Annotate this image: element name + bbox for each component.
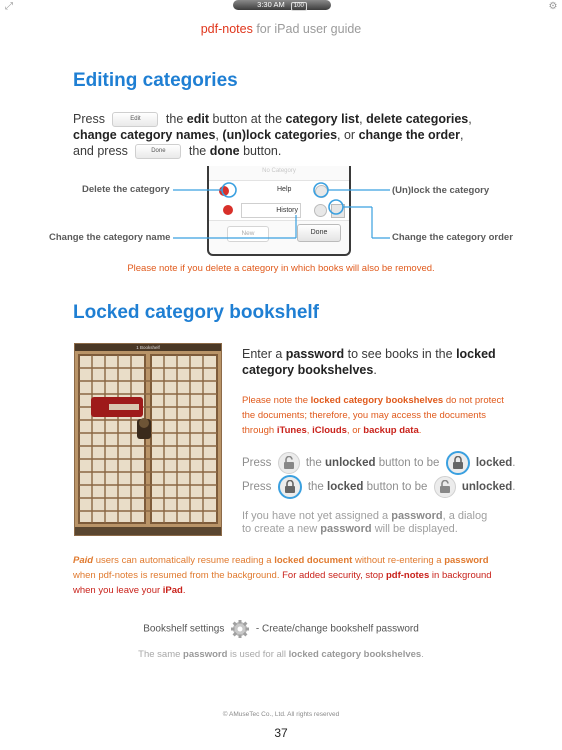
bold-text: password: [183, 649, 228, 660]
text: Press: [242, 481, 272, 494]
text: .: [512, 457, 516, 470]
callout-change-name: Change the category name: [49, 232, 171, 243]
locked-intro: [242, 346, 522, 378]
bookshelf-settings-line: [0, 619, 562, 639]
copyright: © AMuseTec Co., Ltd. All rights reserved: [222, 711, 340, 718]
bold-text: unlocked: [325, 457, 376, 470]
text: .: [418, 425, 422, 436]
text: the: [165, 112, 184, 126]
password-dialog-note: [242, 510, 542, 536]
text: ,: [460, 128, 464, 143]
text: the: [305, 457, 322, 470]
bold-text: locked category bookshelves: [288, 649, 422, 660]
text: .: [421, 649, 424, 660]
paid-users-note: [73, 553, 513, 598]
locked-bookshelf-screenshot: [74, 343, 222, 536]
text: do not protect: [445, 395, 504, 406]
bold-text: backup data: [363, 425, 419, 436]
text: ,: [359, 112, 363, 126]
status-time: 3:30 AM: [257, 0, 285, 9]
bold-text: Paid: [73, 555, 94, 566]
guide-brand: pdf-notes: [200, 22, 253, 36]
bold-text: pdf-notes: [385, 570, 430, 581]
bold-text: iPad: [162, 585, 183, 596]
heading-locked-bookshelf: Locked category bookshelf: [73, 302, 320, 323]
text: For added security, stop: [282, 570, 384, 581]
text: button at the: [212, 112, 283, 126]
text: Press: [73, 112, 105, 126]
bold-text: password: [391, 510, 443, 522]
bold-text: category bookshelves: [242, 363, 374, 377]
text: to see books in the: [347, 347, 453, 361]
unlocked-button-icon[interactable]: [278, 452, 300, 474]
text: , a dialog: [442, 510, 488, 522]
text: - Create/change bookshelf password: [255, 623, 419, 635]
text: .: [373, 363, 377, 377]
done-button[interactable]: Done: [297, 224, 341, 242]
text: the: [188, 144, 207, 159]
bold-text: password: [320, 523, 372, 535]
text: If you have not yet assigned a: [242, 510, 389, 522]
bold-text: unlocked: [461, 481, 513, 494]
text: ,: [468, 112, 472, 126]
text: and press: [73, 144, 128, 159]
text: will be displayed.: [374, 523, 458, 535]
status-pill: [233, 0, 331, 10]
text: Please note the: [242, 395, 309, 406]
callout-delete-category: Delete the category: [82, 184, 170, 195]
bold-text: (un)lock categories: [222, 128, 338, 143]
locked-button-icon[interactable]: [446, 451, 470, 475]
page-number: 37: [274, 726, 288, 740]
text: ,: [306, 425, 310, 436]
text: users can automatically resume reading a: [95, 555, 272, 566]
bold-text: password: [285, 347, 345, 361]
press-unlocked-line: [242, 451, 542, 475]
bold-text: locked category bookshelves: [310, 395, 444, 406]
edit-button-sample: Edit: [112, 112, 158, 127]
text: button.: [243, 144, 282, 159]
callout-unlock-category: (Un)lock the category: [392, 185, 490, 196]
bold-text: delete categories: [366, 112, 469, 126]
bold-text: locked: [475, 457, 513, 470]
same-password-note: [0, 649, 562, 660]
editing-instructions: [73, 111, 493, 159]
text: .: [182, 585, 186, 596]
callout-change-order: Change the category order: [392, 232, 513, 243]
bold-text: iClouds: [312, 425, 347, 436]
text: , or: [346, 425, 361, 436]
bold-text: locked: [456, 347, 496, 361]
category-name: Help: [277, 186, 292, 193]
text: through: [242, 425, 275, 436]
text: .: [512, 481, 516, 494]
text: ,: [215, 128, 219, 143]
new-category-button[interactable]: New: [227, 226, 269, 242]
no-category-row: No Category: [262, 168, 296, 174]
text: Bookshelf settings: [143, 623, 225, 635]
bold-text: password: [444, 555, 489, 566]
bold-text: locked document: [274, 555, 353, 566]
guide-title-rest: for iPad user guide: [252, 22, 362, 36]
text: the: [307, 481, 324, 494]
bold-text: change category names: [73, 128, 216, 143]
category-name-input[interactable]: History: [241, 203, 301, 218]
text: the documents; therefore, you may access the documents: [242, 410, 486, 421]
battery-indicator: 100: [291, 2, 307, 11]
bookshelf-toolbar: [75, 527, 221, 535]
bold-text: done: [209, 144, 240, 159]
text: Enter a: [242, 347, 283, 361]
shoji-door-pattern: [75, 351, 221, 527]
press-locked-line: [242, 475, 542, 499]
done-button-sample: Done: [135, 144, 181, 159]
text: Press: [242, 457, 272, 470]
locked-note: [242, 393, 542, 438]
bold-text: edit: [186, 112, 210, 126]
bold-text: locked: [327, 481, 364, 494]
heading-editing-categories: Editing categories: [73, 70, 238, 91]
text: button to be: [378, 457, 440, 470]
text: , or: [337, 128, 356, 143]
text: when you leave your: [73, 585, 161, 596]
unlocked-button-icon[interactable]: [434, 476, 456, 498]
callout-lines: [0, 160, 562, 260]
text: in background: [431, 570, 492, 581]
bold-text: category list: [285, 112, 360, 126]
locked-button-icon[interactable]: [278, 475, 302, 499]
delete-note: Please note if you delete a category in which books will also be removed.: [127, 263, 435, 274]
text: when pdf-notes is resumed from the background.: [73, 570, 280, 581]
settings-gear-icon[interactable]: ⚙: [548, 1, 558, 12]
text: without re-entering a: [354, 555, 442, 566]
text: button to be: [366, 481, 428, 494]
gear-icon[interactable]: [230, 619, 250, 639]
guide-title: [0, 22, 562, 36]
text: is used for all: [230, 649, 287, 660]
bold-text: iTunes: [276, 425, 307, 436]
text: to create a new: [242, 523, 318, 535]
text: The same: [138, 649, 181, 660]
bold-text: change the order: [358, 128, 460, 143]
zoom-icon[interactable]: ⤢: [5, 1, 13, 12]
bookshelf-title: 1 Bookshelf: [75, 344, 221, 351]
